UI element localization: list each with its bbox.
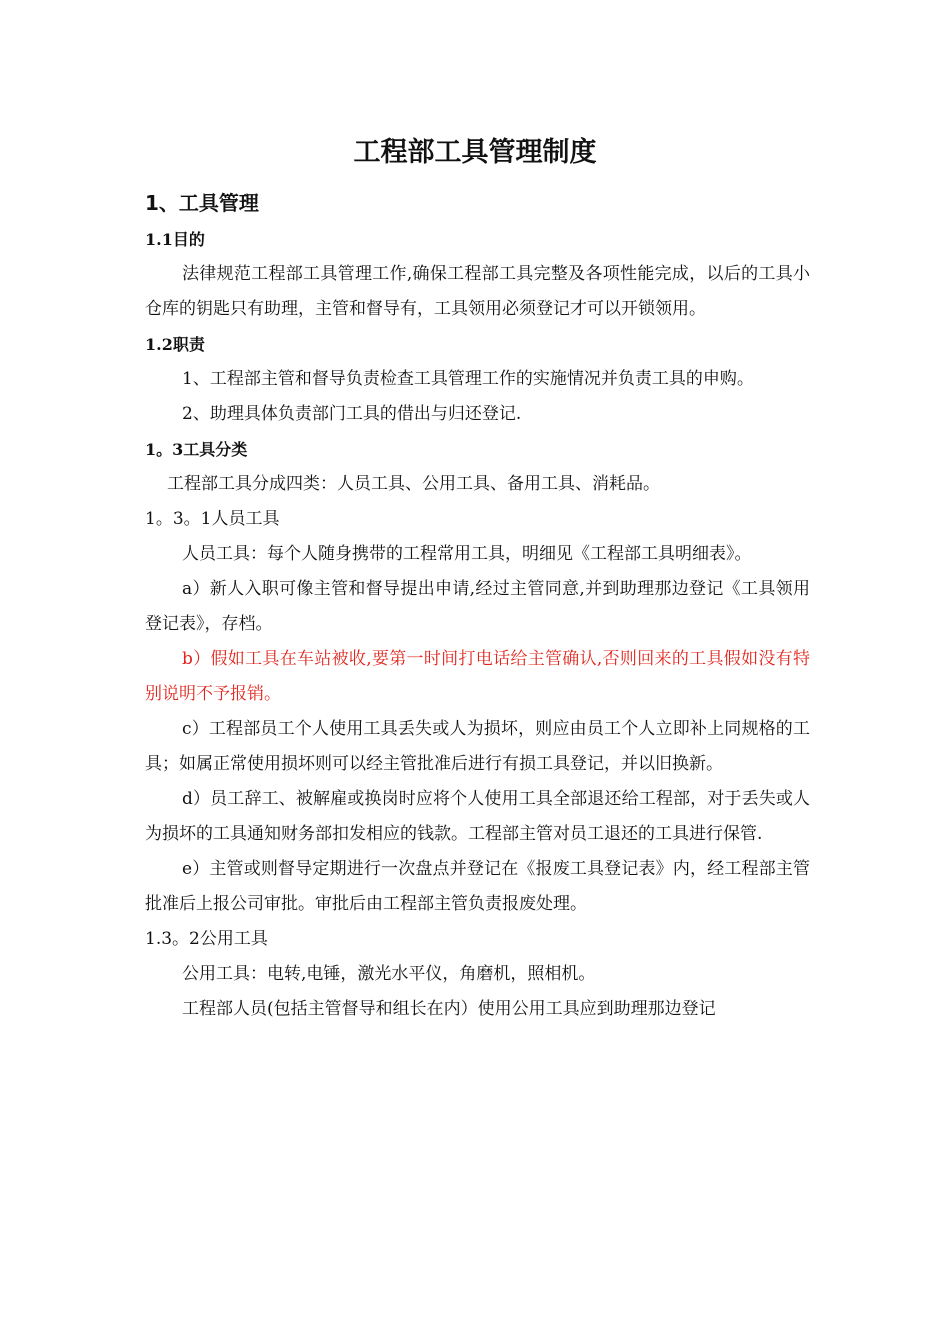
page-title: 工程部工具管理制度 <box>353 137 597 168</box>
paragraph-personal-tools: 人员工具：每个人随身携带的工程常用工具，明细见《工程部工具明细表》。 <box>182 544 752 564</box>
subheading-purpose: 1.1目的 <box>145 230 205 249</box>
paragraph-public-tools-usage: 工程部人员(包括主管督导和组长在内）使用公用工具应到助理那边登记 <box>182 999 716 1019</box>
paragraph-personal-tools-a: a）新人入职可像主管和督导提出申请,经过主管同意,并到助理那边登记《工具领用登记表》，存档。 <box>145 579 810 634</box>
paragraph-personal-tools-e: e）主管或则督导定期进行一次盘点并登记在《报废工具登记表》内，经工程部主管批准后上报公司审批。审批后由工程部主管负责报废处理。 <box>145 859 810 914</box>
paragraph-personal-tools-c: c）工程部员工个人使用工具丢失或人为损坏，则应由员工个人立即补上同规格的工具；如属正常使用损坏则可以经主管批准后进行有损工具登记，并以旧换新。 <box>145 719 810 774</box>
paragraph-personal-tools-b: b）假如工具在车站被收,要第一时间打电话给主管确认,否则回来的工具假如没有特别说明不予报销。 <box>145 649 810 704</box>
subheading-tool-classification: 1。3工具分类 <box>145 440 248 459</box>
paragraph-public-tools: 公用工具：电转,电锤，激光水平仪，角磨机，照相机。 <box>182 964 596 984</box>
paragraph-personal-tools-d: d）员工辞工、被解雇或换岗时应将个人使用工具全部退还给工程部，对于丢失或人为损坏的工具通知财务部扣发相应的钱款。工程部主管对员工退还的工具进行保管. <box>145 789 810 844</box>
paragraph-responsibility-1: 1、工程部主管和督导负责检查工具管理工作的实施情况并负责工具的申购。 <box>182 369 754 389</box>
subheading-responsibilities: 1.2职责 <box>145 335 205 354</box>
paragraph-responsibility-2: 2、助理具体负责部门工具的借出与归还登记. <box>182 404 522 424</box>
paragraph-purpose: 法律规范工程部工具管理工作,确保工程部工具完整及各项性能完成，以后的工具小仓库的钥匙只有助理，主管和督导有，工具领用必须登记才可以开锁领用。 <box>145 264 810 319</box>
paragraph-tool-classification: 工程部工具分成四类：人员工具、公用工具、备用工具、消耗品。 <box>167 474 660 494</box>
section-heading-tool-management: 1、工具管理 <box>145 191 259 215</box>
subheading-personal-tools: 1。3。1人员工具 <box>145 509 280 529</box>
subheading-public-tools: 1.3。2公用工具 <box>145 929 268 949</box>
document-body <box>145 222 810 1027</box>
